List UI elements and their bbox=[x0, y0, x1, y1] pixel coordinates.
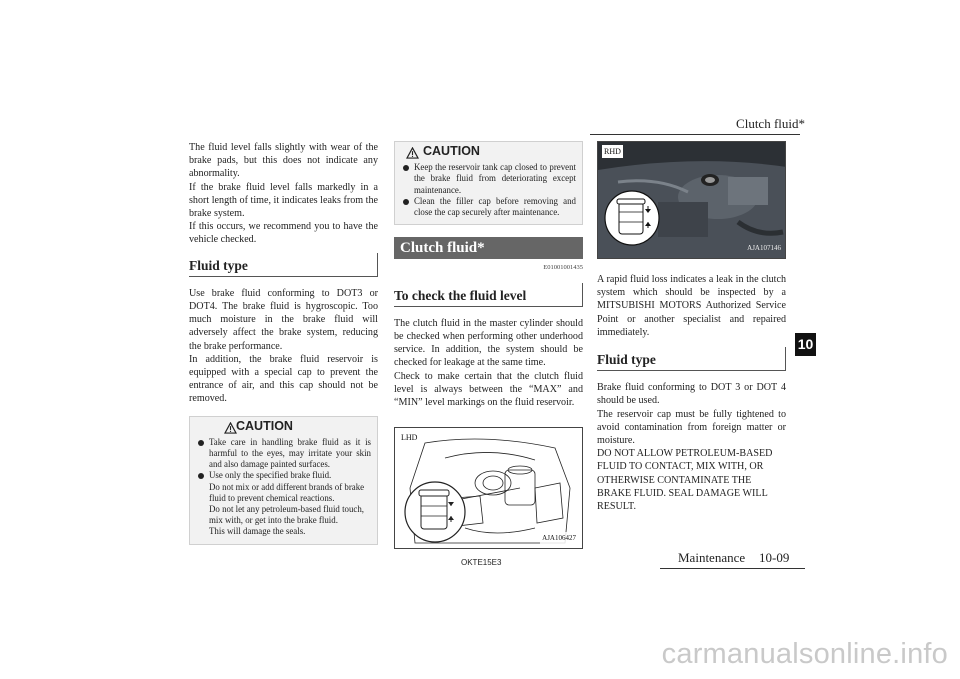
footer-rule bbox=[660, 568, 805, 569]
paragraph: DO NOT ALLOW PETROLEUM-BASED FLUID TO CONTACT, MIX WITH, OR OTHERWISE CONTAMINATE THE BRAKE FLUID. SEAL DAMAGE WILL RESULT. bbox=[597, 448, 773, 513]
page-number: 10-09 bbox=[759, 550, 790, 565]
footer-section: Maintenance bbox=[678, 550, 746, 565]
column-left bbox=[189, 141, 378, 555]
figure-label: RHD bbox=[602, 145, 623, 158]
figure-code: AJA107146 bbox=[747, 243, 781, 252]
caution-item: Keep the reservoir tank cap closed to prevent the brake fluid from deteriorating except maintenance. bbox=[401, 162, 576, 196]
section-heading-fluid-type: Fluid type bbox=[189, 253, 378, 277]
figure-rhd bbox=[597, 141, 786, 259]
caution-list bbox=[196, 437, 371, 482]
warning-triangle-icon bbox=[406, 147, 419, 159]
section-heading-check-level: To check the fluid level bbox=[394, 283, 583, 307]
caution-item: Use only the specified brake fluid. bbox=[196, 470, 371, 481]
caution-text: This will damage the seals. bbox=[209, 526, 306, 537]
chapter-tab: 10 bbox=[795, 333, 816, 356]
paragraph: The reservoir cap must be fully tightened to avoid contamination from foreign matter or moisture. bbox=[597, 408, 786, 447]
figure-lhd bbox=[394, 427, 583, 549]
section-code: E01001001435 bbox=[543, 264, 583, 272]
caution-box bbox=[394, 141, 583, 225]
page-header: Clutch fluid* bbox=[736, 116, 805, 131]
caution-text: Do not mix or add different brands of brake fluid to prevent chemical reactions. bbox=[209, 481, 365, 503]
watermark: carmanualsonline.info bbox=[661, 638, 948, 670]
paragraph: A rapid fluid loss indicates a leak in the clutch system which should be inspected by a MITSUBISHI MOTORS Authorized Service Point or another specialist and repaired immediately. bbox=[597, 274, 786, 338]
paragraph: If the brake fluid level falls markedly in a short length of time, it indicates leaks from the brake system. bbox=[189, 181, 378, 220]
column-right bbox=[597, 141, 786, 513]
warning-triangle-icon bbox=[224, 422, 237, 434]
figure-label: LHD bbox=[399, 431, 419, 444]
column-middle bbox=[394, 141, 583, 549]
paragraph: Check to make certain that the clutch fluid level is always between the “MAX” and “MIN” level markings on the fluid reservoir. bbox=[394, 370, 583, 409]
caution-item: Clean the filler cap before removing and close the cap securely after maintenance. bbox=[401, 196, 576, 218]
caution-list bbox=[401, 162, 576, 218]
paragraph: The fluid level falls slightly with wear of the brake pads, but this does not indicate any abnormality. bbox=[189, 142, 378, 180]
paragraph: If this occurs, we recommend you to have the vehicle checked. bbox=[189, 221, 378, 246]
section-heading-fluid-type: Fluid type bbox=[597, 347, 786, 371]
paragraph: In addition, the brake fluid reservoir is equipped with a special cap to prevent the entrance of air, and this cap should not be removed. bbox=[189, 353, 378, 405]
caution-title: CAUTION bbox=[423, 144, 480, 158]
paragraph: Use brake fluid conforming to DOT3 or DOT4. The brake fluid is hygroscopic. Too much moisture in the brake fluid will adversely affect the brake system, reducing the brake performance. bbox=[189, 287, 378, 352]
caution-item: Take care in handling brake fluid as it is harmful to the eyes, may irritate your skin and also damage painted surfaces. bbox=[196, 437, 371, 471]
caution-title: CAUTION bbox=[236, 418, 293, 433]
section-title-bar: Clutch fluid* bbox=[394, 237, 583, 259]
caution-text: Do not let any petroleum-based fluid touch, mix with, or get into the brake fluid. bbox=[209, 504, 365, 526]
paragraph: The clutch fluid in the master cylinder should be checked when performing other underhood service. In addition, the system should be checked for leakage at the same time. bbox=[394, 317, 583, 369]
caution-box bbox=[189, 416, 378, 545]
footer-doc-code: OKTE15E3 bbox=[461, 558, 502, 567]
paragraph: Brake fluid conforming to DOT 3 or DOT 4 should be used. bbox=[597, 382, 786, 407]
header-rule bbox=[590, 134, 800, 135]
figure-code: AJA106427 bbox=[540, 532, 578, 545]
